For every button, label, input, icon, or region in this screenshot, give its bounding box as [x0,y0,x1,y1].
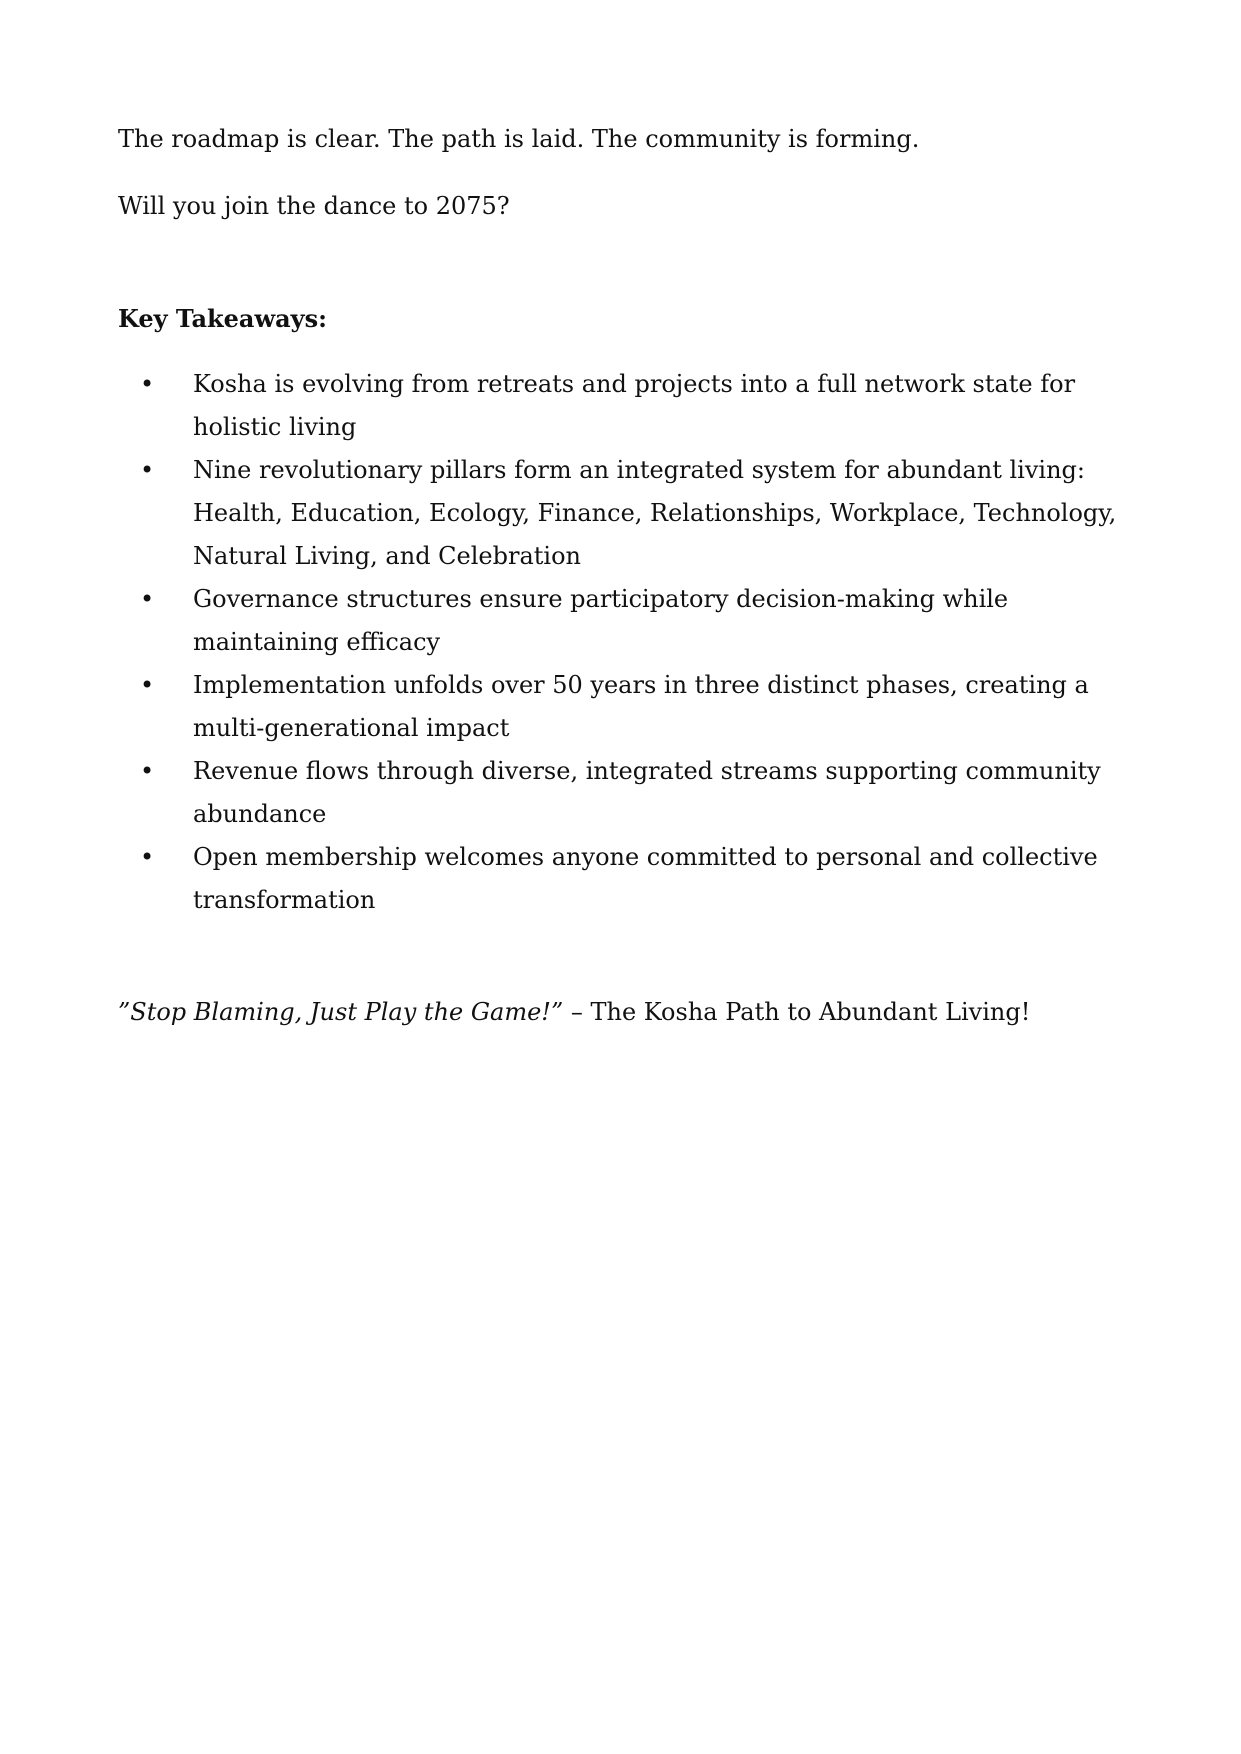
list-item [118,664,1128,750]
bullet-icon: • [140,843,155,871]
list-item-text: Revenue flows through diverse, integrated streams supporting community abundance [193,757,1101,828]
list-item-text: Kosha is evolving from retreats and projects into a full network state for holistic living [193,370,1076,441]
list-item-text: Governance structures ensure participatory decision-making while maintaining efficacy [193,585,1009,656]
takeaways-heading: Key Takeaways: [118,304,327,333]
bullet-icon: • [140,370,155,398]
list-item-text: Open membership welcomes anyone committed to personal and collective transformation [193,843,1098,914]
bullet-icon: • [140,671,155,699]
bullet-icon: • [140,757,155,785]
bullet-icon: • [140,585,155,613]
list-item-text: Implementation unfolds over 50 years in three distinct phases, creating a multi-generational impact [193,671,1089,742]
takeaways-list [118,363,1128,922]
intro-line-2: Will you join the dance to 2075? [118,192,510,220]
list-item [118,449,1128,578]
bullet-icon: • [140,456,155,484]
closing-attribution: – The Kosha Path to Abundant Living! [563,998,1031,1026]
closing-quote: ”Stop Blaming, Just Play the Game!” [118,998,564,1026]
list-item [118,836,1128,922]
list-item [118,750,1128,836]
intro-line-1: The roadmap is clear. The path is laid. The community is forming. [118,125,920,153]
list-item [118,578,1128,664]
closing-line [118,991,1128,1034]
list-item-text: Nine revolutionary pillars form an integrated system for abundant living: Health, Education, Ecology, Finance, Relationships, Workplace, Technology, Natural Living, and Celebration [193,456,1117,570]
list-item [118,363,1128,449]
page-content [118,118,1128,1034]
